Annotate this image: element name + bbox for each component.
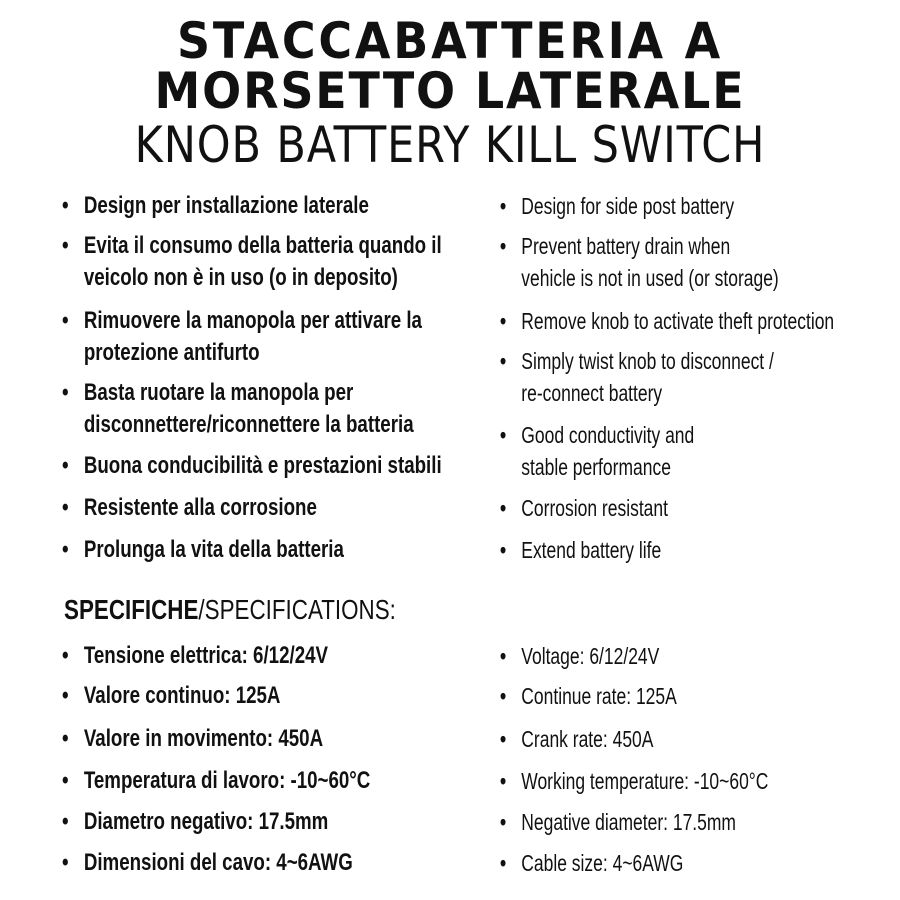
feature-en-text: Design for side post battery — [521, 193, 735, 219]
spec-en-item — [500, 765, 768, 797]
spec-it-text: Temperatura di lavoro: -10~60°C — [83, 767, 371, 794]
bullet-icon: • — [62, 232, 69, 259]
spec-en-text: Crank rate: 450A — [521, 726, 654, 752]
feature-it-text: Design per installazione laterale — [83, 192, 369, 219]
spec-it-item — [62, 640, 328, 672]
spec-it-item — [62, 765, 370, 797]
bullet-icon: • — [500, 193, 507, 219]
feature-it-item — [62, 230, 442, 294]
feature-en-item — [500, 419, 694, 483]
bullet-icon: • — [500, 495, 507, 521]
spec-en-item — [500, 680, 677, 712]
spec-it-text: Diametro negativo: 17.5mm — [83, 808, 329, 835]
feature-en-text: Good conductivity and — [521, 422, 695, 448]
spec-it-text: Valore in movimento: 450A — [83, 725, 324, 752]
spec-en-text: Negative diameter: 17.5mm — [521, 809, 736, 835]
feature-it-item — [62, 377, 414, 441]
bullet-icon: • — [500, 850, 507, 876]
feature-it-text: protezione antifurto — [83, 339, 260, 366]
bullet-icon: • — [62, 767, 69, 794]
feature-it-text: Buona conducibilità e prestazioni stabili — [83, 452, 442, 479]
spec-it-text: Dimensioni del cavo: 4~6AWG — [83, 849, 353, 876]
bullet-icon: • — [500, 348, 507, 374]
feature-en-text: re-connect battery — [521, 380, 663, 406]
bullet-icon: • — [500, 726, 507, 752]
feature-it-text: disconnettere/riconnettere la batteria — [83, 411, 414, 438]
feature-en-item — [500, 305, 834, 337]
bullet-icon: • — [500, 308, 507, 334]
bullet-icon: • — [62, 536, 69, 563]
spec-it-item — [62, 847, 353, 879]
bullet-icon: • — [62, 192, 69, 219]
specifications-heading-english: /SPECIFICATIONS: — [198, 594, 396, 625]
bullet-icon: • — [500, 683, 507, 709]
spec-en-text: Cable size: 4~6AWG — [521, 850, 684, 876]
feature-en-item — [500, 230, 779, 294]
bullet-icon: • — [62, 808, 69, 835]
feature-en-text: Prevent battery drain when — [521, 233, 731, 259]
bullet-icon: • — [62, 494, 69, 521]
spec-it-text: Tensione elettrica: 6/12/24V — [83, 642, 329, 669]
spec-en-item — [500, 806, 736, 838]
bullet-icon: • — [62, 849, 69, 876]
spec-en-text: Working temperature: -10~60°C — [521, 768, 769, 794]
feature-it-text: Basta ruotare la manopola per — [83, 379, 354, 406]
feature-it-text: Prolunga la vita della batteria — [83, 536, 344, 563]
specifications-heading — [64, 594, 396, 626]
feature-it-item — [62, 534, 344, 566]
feature-en-item — [500, 534, 661, 566]
spec-it-text: Valore continuo: 125A — [83, 682, 281, 709]
feature-it-text: veicolo non è in uso (o in deposito) — [83, 264, 398, 291]
bullet-icon: • — [500, 809, 507, 835]
spec-en-item — [500, 847, 683, 879]
specifications-heading-italian: SPECIFICHE — [64, 594, 199, 625]
feature-en-item — [500, 190, 734, 222]
feature-en-text: Extend battery life — [521, 537, 662, 563]
feature-en-item — [500, 345, 774, 409]
bullet-icon: • — [500, 537, 507, 563]
title-english: KNOB BATTERY KILL SWITCH — [134, 116, 766, 174]
feature-it-item — [62, 190, 369, 222]
bullet-icon: • — [62, 642, 69, 669]
bullet-icon: • — [500, 233, 507, 259]
spec-en-text: Continue rate: 125A — [521, 683, 677, 709]
bullet-icon: • — [62, 452, 69, 479]
spec-it-item — [62, 680, 280, 712]
spec-en-text: Voltage: 6/12/24V — [521, 643, 660, 669]
bullet-icon: • — [500, 768, 507, 794]
title-italian-line-1: STACCABATTERIA A — [177, 12, 723, 70]
bullet-icon: • — [500, 643, 507, 669]
feature-en-text: Remove knob to activate theft protection — [521, 308, 835, 334]
feature-it-text: Rimuovere la manopola per attivare la — [83, 307, 422, 334]
feature-en-item — [500, 492, 668, 524]
bullet-icon: • — [62, 682, 69, 709]
feature-en-text: Simply twist knob to disconnect / — [521, 348, 774, 374]
spec-it-item — [62, 806, 328, 838]
bullet-icon: • — [62, 725, 69, 752]
feature-en-text: Corrosion resistant — [521, 495, 668, 521]
spec-en-item — [500, 723, 653, 755]
feature-en-text: stable performance — [521, 454, 671, 480]
feature-it-text: Evita il consumo della batteria quando il — [83, 232, 442, 259]
bullet-icon: • — [62, 379, 69, 406]
feature-en-text: vehicle is not in used (or storage) — [521, 265, 779, 291]
spec-en-item — [500, 640, 659, 672]
feature-it-item — [62, 450, 442, 482]
feature-it-item — [62, 492, 317, 524]
bullet-icon: • — [500, 422, 507, 448]
feature-it-text: Resistente alla corrosione — [83, 494, 317, 521]
feature-it-item — [62, 305, 422, 369]
spec-it-item — [62, 723, 323, 755]
bullet-icon: • — [62, 307, 69, 334]
title-italian-line-2: MORSETTO LATERALE — [154, 62, 746, 120]
